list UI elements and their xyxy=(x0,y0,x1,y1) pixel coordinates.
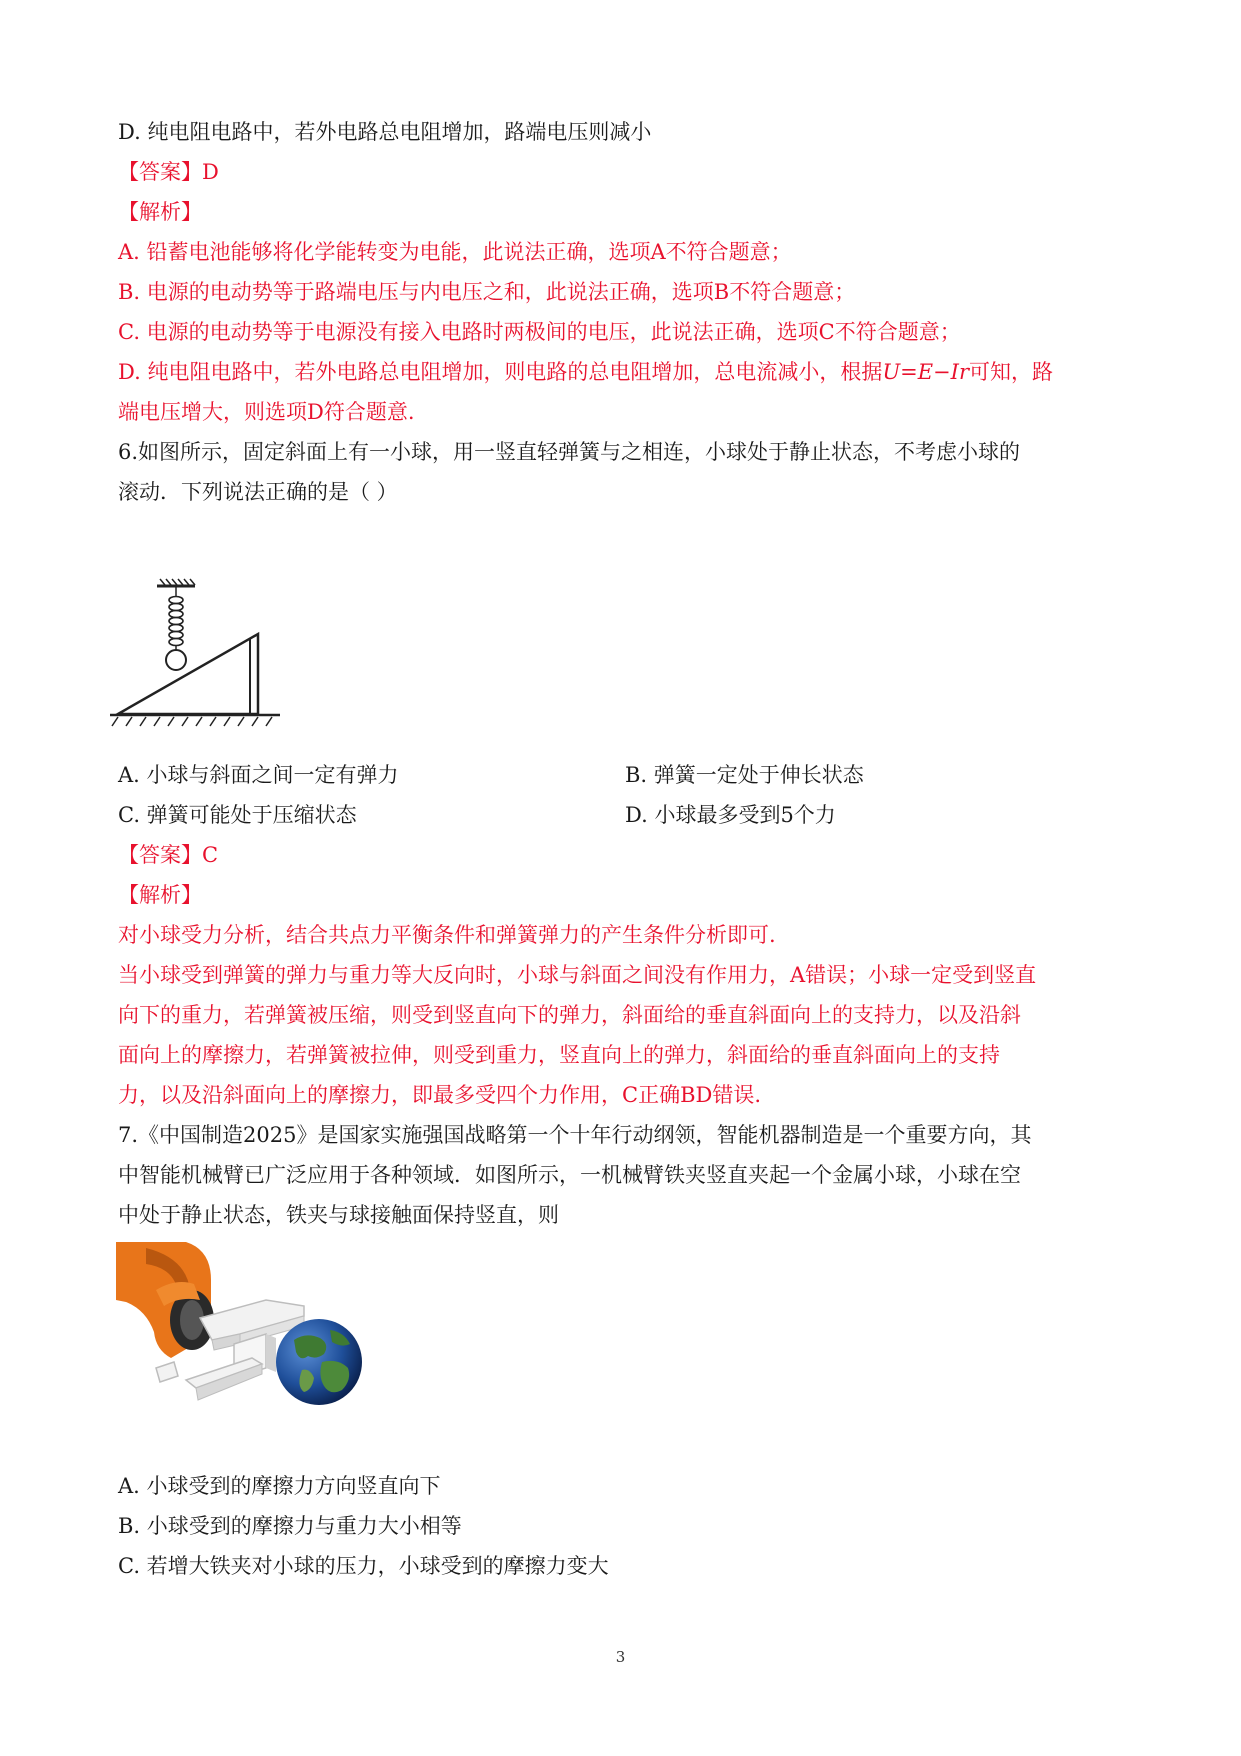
q6-option-b: B. 弹簧一定处于伸长状态 xyxy=(625,763,864,787)
q5-analysis-label: 【解析】 xyxy=(118,200,202,224)
q5-analysis-a: A. 铅蓄电池能够将化学能转变为电能，此说法正确，选项A不符合题意； xyxy=(118,240,792,264)
q6-analysis-line1: 对小球受力分析，结合共点力平衡条件和弹簧弹力的产生条件分析即可. xyxy=(118,923,776,947)
q7-stem-line1: 7.《中国制造2025》是国家实施强国战略第一个十年行动纲领，智能机器制造是一个重要方向，其 xyxy=(118,1123,1032,1147)
q5-analysis-d-post: 可知，路 xyxy=(969,360,1053,384)
q7-stem-line3: 中处于静止状态，铁夹与球接触面保持竖直，则 xyxy=(118,1203,559,1227)
q7-option-a: A. 小球受到的摩擦力方向竖直向下 xyxy=(118,1474,441,1498)
robot-arm-figure xyxy=(116,1240,366,1415)
spring-incline-figure xyxy=(110,578,285,730)
q5-analysis-d xyxy=(118,357,1053,387)
q6-stem-line2: 滚动．下列说法正确的是（ ） xyxy=(118,480,398,504)
q6-option-c: C. 弹簧可能处于压缩状态 xyxy=(118,803,357,827)
q7-option-b: B. 小球受到的摩擦力与重力大小相等 xyxy=(118,1514,462,1538)
q5-answer: 【答案】D xyxy=(118,160,219,184)
q5-analysis-d-line2: 端电压增大，则选项D符合题意. xyxy=(118,400,415,424)
q5-analysis-b: B. 电源的电动势等于路端电压与内电压之和，此说法正确，选项B不符合题意； xyxy=(118,280,856,304)
page-number: 3 xyxy=(615,1648,626,1666)
q6-analysis-line2: 当小球受到弹簧的弹力与重力等大反向时，小球与斜面之间没有作用力，A错误；小球一定受到竖直 xyxy=(118,963,1037,987)
q5-option-d: D. 纯电阻电路中，若外电路总电阻增加，路端电压则减小 xyxy=(118,120,652,144)
q5-analysis-d-pre: D. 纯电阻电路中，若外电路总电阻增加，则电路的总电阻增加，总电流减小，根据 xyxy=(118,360,883,384)
q6-analysis-line4: 面向上的摩擦力，若弹簧被拉伸，则受到重力，竖直向上的弹力，斜面给的垂直斜面向上的支持 xyxy=(118,1043,1000,1067)
q5-analysis-c: C. 电源的电动势等于电源没有接入电路时两极间的电压，此说法正确，选项C不符合题意； xyxy=(118,320,961,344)
q6-option-a: A. 小球与斜面之间一定有弹力 xyxy=(118,763,399,787)
q6-stem-line1: 6.如图所示，固定斜面上有一小球，用一竖直轻弹簧与之相连，小球处于静止状态，不考虑小球的 xyxy=(118,440,1021,464)
q6-analysis-line3: 向下的重力，若弹簧被压缩，则受到竖直向下的弹力，斜面给的垂直斜面向上的支持力，以及沿斜 xyxy=(118,1003,1021,1027)
q6-answer: 【答案】C xyxy=(118,843,219,867)
q7-option-c: C. 若增大铁夹对小球的压力，小球受到的摩擦力变大 xyxy=(118,1554,609,1578)
q6-analysis-line5: 力，以及沿斜面向上的摩擦力，即最多受四个力作用，C正确BD错误. xyxy=(118,1083,762,1107)
q7-stem-line2: 中智能机械臂已广泛应用于各种领域．如图所示，一机械臂铁夹竖直夹起一个金属小球，小球在空 xyxy=(118,1163,1021,1187)
q6-option-d: D. 小球最多受到5个力 xyxy=(625,803,836,827)
q6-analysis-label: 【解析】 xyxy=(118,883,202,907)
q5-formula: U=E−Ir xyxy=(882,360,969,384)
